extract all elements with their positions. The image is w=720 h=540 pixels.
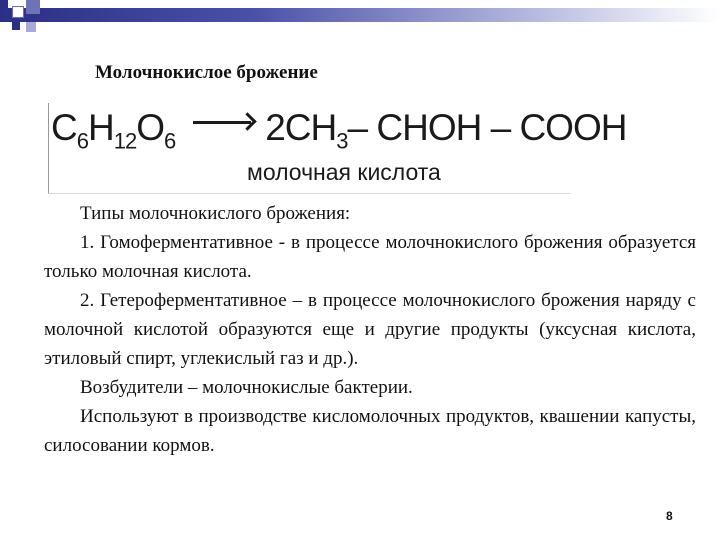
product-ch-count: 3 bbox=[336, 128, 348, 154]
chemical-equation bbox=[48, 103, 627, 194]
paragraph-heterofermentative: 2. Гетероферментативное – в процессе молочнокислого брожения наряду с молочной кислотой образуются еще и другие продукты (уксусная кислота, этиловый спирт, углекислый газ и др.). bbox=[44, 290, 696, 369]
product-rest: – CHOH – COOH bbox=[347, 107, 627, 148]
paragraph-agents: Возбудители – молочнокислые бактерии. bbox=[80, 377, 413, 398]
reactant-c-count: 6 bbox=[76, 128, 88, 154]
decor-square bbox=[26, 22, 36, 32]
header-gradient-bar bbox=[0, 8, 720, 22]
reactant-o-count: 6 bbox=[163, 128, 176, 154]
paragraph-usage: Используют в производстве кисломолочных продуктов, квашении капусты, силосовании кормов. bbox=[44, 406, 696, 456]
paragraph-homofermentative: 1. Гомоферментативное - в процессе молочнокислого брожения образуется только молочная кислота. bbox=[44, 232, 696, 282]
paragraph-intro: Типы молочнокислого брожения: bbox=[80, 203, 351, 224]
reactant-h: H bbox=[87, 107, 114, 148]
product-ch: 2CH bbox=[265, 107, 337, 148]
decor-square bbox=[26, 0, 40, 14]
reactant-c: C bbox=[51, 107, 77, 148]
product-caption: молочная кислота bbox=[247, 159, 441, 185]
body-text bbox=[44, 199, 696, 460]
reaction-arrow-icon bbox=[193, 121, 251, 124]
reactant-o: O bbox=[136, 107, 164, 148]
decor-square bbox=[0, 0, 8, 8]
decor-square bbox=[12, 6, 24, 18]
equation-line bbox=[51, 107, 626, 154]
page-number: 8 bbox=[666, 509, 673, 523]
decor-square bbox=[12, 22, 20, 30]
reactant-h-count: 12 bbox=[113, 128, 137, 154]
slide-title: Молочнокислое брожение bbox=[95, 62, 318, 83]
